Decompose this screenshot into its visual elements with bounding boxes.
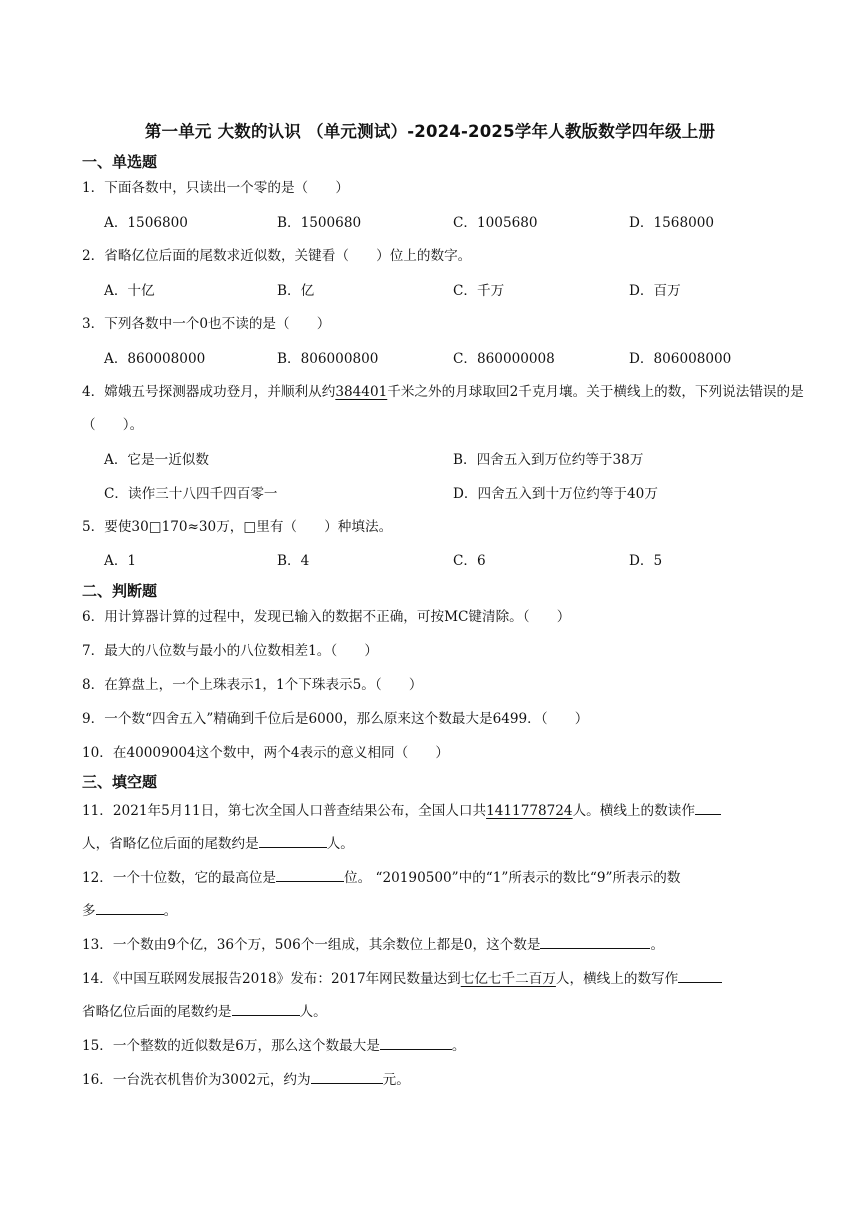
q4-option-c: C．读作三十八四千四百零一: [104, 486, 278, 502]
question-14-line-2: [82, 1001, 327, 1022]
q3-option-c: C．860000008: [453, 351, 555, 367]
q16-text-end: 元。: [382, 1072, 410, 1088]
q16-text-pre: 16．一台洗衣机售价为3002元，约为: [82, 1072, 311, 1088]
q1-option-d: D．1568000: [629, 215, 715, 231]
q13-answer-blank[interactable]: [540, 934, 650, 949]
q4-option-b: B．四舍五入到万位约等于38万: [453, 452, 644, 468]
q14-text-pre: 14．《中国互联网发展报告2018》发布：2017年网民数量达到: [82, 971, 461, 987]
q4-text-post: 千米之外的月球取回2千克月壤。关于横线上的数，下列说法错误的是（ ）。: [82, 384, 804, 433]
q2-option-b: B．亿: [277, 283, 315, 299]
q15-text-pre: 15．一个整数的近似数是6万，那么这个数最大是: [82, 1038, 380, 1054]
question-15: [82, 1035, 465, 1056]
q14-underlined-number: 七亿七千二百万: [460, 971, 556, 987]
q14-text-end: 人。: [299, 1004, 327, 1020]
q16-answer-blank[interactable]: [311, 1069, 383, 1084]
q11-text-line2: 人，省略亿位后面的尾数约是: [82, 836, 259, 852]
question-12-line-1: [82, 867, 680, 888]
q5-option-d: D．5: [629, 553, 663, 569]
q2-option-a: A．十亿: [104, 283, 155, 299]
q11-text-end: 人。: [326, 836, 354, 852]
q3-option-a: A．860008000: [104, 351, 206, 367]
q5-option-c: C．6: [453, 553, 486, 569]
q15-text-end: 。: [451, 1038, 466, 1054]
q12-answer-blank-2[interactable]: [96, 900, 164, 915]
question-3: 3．下列各数中一个0也不读的是（ ）: [82, 316, 331, 332]
question-11-line-2: [82, 833, 354, 854]
q1-option-a: A．1506800: [104, 215, 188, 231]
q4-option-a: A．它是一近似数: [104, 452, 209, 468]
question-9: 9．一个数“四舍五入”精确到千位后是6000，那么原来这个数最大是6499．（ ）: [82, 711, 589, 727]
q14-text-line2: 省略亿位后面的尾数约是: [82, 1004, 232, 1020]
q2-option-d: D．百万: [629, 283, 681, 299]
q3-option-d: D．806008000: [629, 351, 732, 367]
question-8: 8．在算盘上，一个上珠表示1，1个下珠表示5。（ ）: [82, 677, 423, 693]
q2-option-c: C．千万: [453, 283, 505, 299]
question-10: 10．在40009004这个数中，两个4表示的意义相同（ ）: [82, 745, 450, 761]
q5-option-a: A．1: [104, 553, 137, 569]
q4-text-pre: 4．嫦娥五号探测器成功登月，并顺利从约: [82, 384, 336, 400]
q12-text-mid: 位。 “20190500”中的“1”所表示的数比“9”所表示的数: [344, 870, 681, 886]
q12-text-line2: 多: [82, 903, 96, 919]
q11-answer-blank-1[interactable]: [695, 800, 721, 815]
question-16: [82, 1069, 410, 1090]
q15-answer-blank[interactable]: [380, 1035, 452, 1050]
question-4: [82, 376, 812, 442]
page-title: 第一单元 大数的认识 （单元测试）-2024-2025学年人教版数学四年级上册: [144, 122, 716, 141]
question-2: 2．省略亿位后面的尾数求近似数，关键看（ ）位上的数字。: [82, 248, 472, 264]
q11-text-pre: 11．2021年5月11日，第七次全国人口普查结果公布，全国人口共: [82, 803, 487, 819]
question-13: [82, 934, 664, 955]
q14-text-mid: 人，横线上的数写作: [555, 971, 679, 987]
q14-answer-blank-2[interactable]: [232, 1001, 300, 1016]
question-7: 7．最大的八位数与最小的八位数相差1。（ ）: [82, 643, 378, 659]
q14-answer-blank-1[interactable]: [678, 968, 722, 983]
q12-text-end: 。: [163, 903, 178, 919]
q11-text-mid: 人。横线上的数读作: [572, 803, 695, 819]
q11-underlined-number: 1411778724: [486, 803, 573, 819]
q1-option-b: B．1500680: [277, 215, 362, 231]
q4-underlined-number: 384401: [335, 384, 388, 400]
question-12-line-2: [82, 900, 177, 921]
q1-option-c: C．1005680: [453, 215, 538, 231]
q11-answer-blank-2[interactable]: [259, 833, 327, 848]
question-1: 1．下面各数中，只读出一个零的是（ ）: [82, 180, 349, 196]
question-14-line-1: [82, 968, 722, 989]
question-11-line-1: [82, 800, 721, 821]
q13-text-pre: 13．一个数由9个亿，36个万，506个一组成，其余数位上都是0，这个数是: [82, 937, 541, 953]
q3-option-b: B．806000800: [277, 351, 379, 367]
section-heading-fill-in: 三、填空题: [82, 773, 158, 791]
q4-option-d: D．四舍五入到十万位约等于40万: [453, 486, 658, 502]
section-heading-true-false: 二、判断题: [82, 582, 158, 600]
question-6: 6．用计算器计算的过程中，发现已输入的数据不正确，可按MC键清除。（ ）: [82, 609, 571, 625]
q12-text-pre: 12．一个十位数，它的最高位是: [82, 870, 277, 886]
q5-option-b: B．4: [277, 553, 310, 569]
question-5: 5．要使30□170≈30万，□里有（ ）种填法。: [82, 519, 393, 535]
q13-text-end: 。: [650, 937, 665, 953]
q12-answer-blank-1[interactable]: [276, 867, 344, 882]
section-heading-single-choice: 一、单选题: [82, 153, 158, 171]
